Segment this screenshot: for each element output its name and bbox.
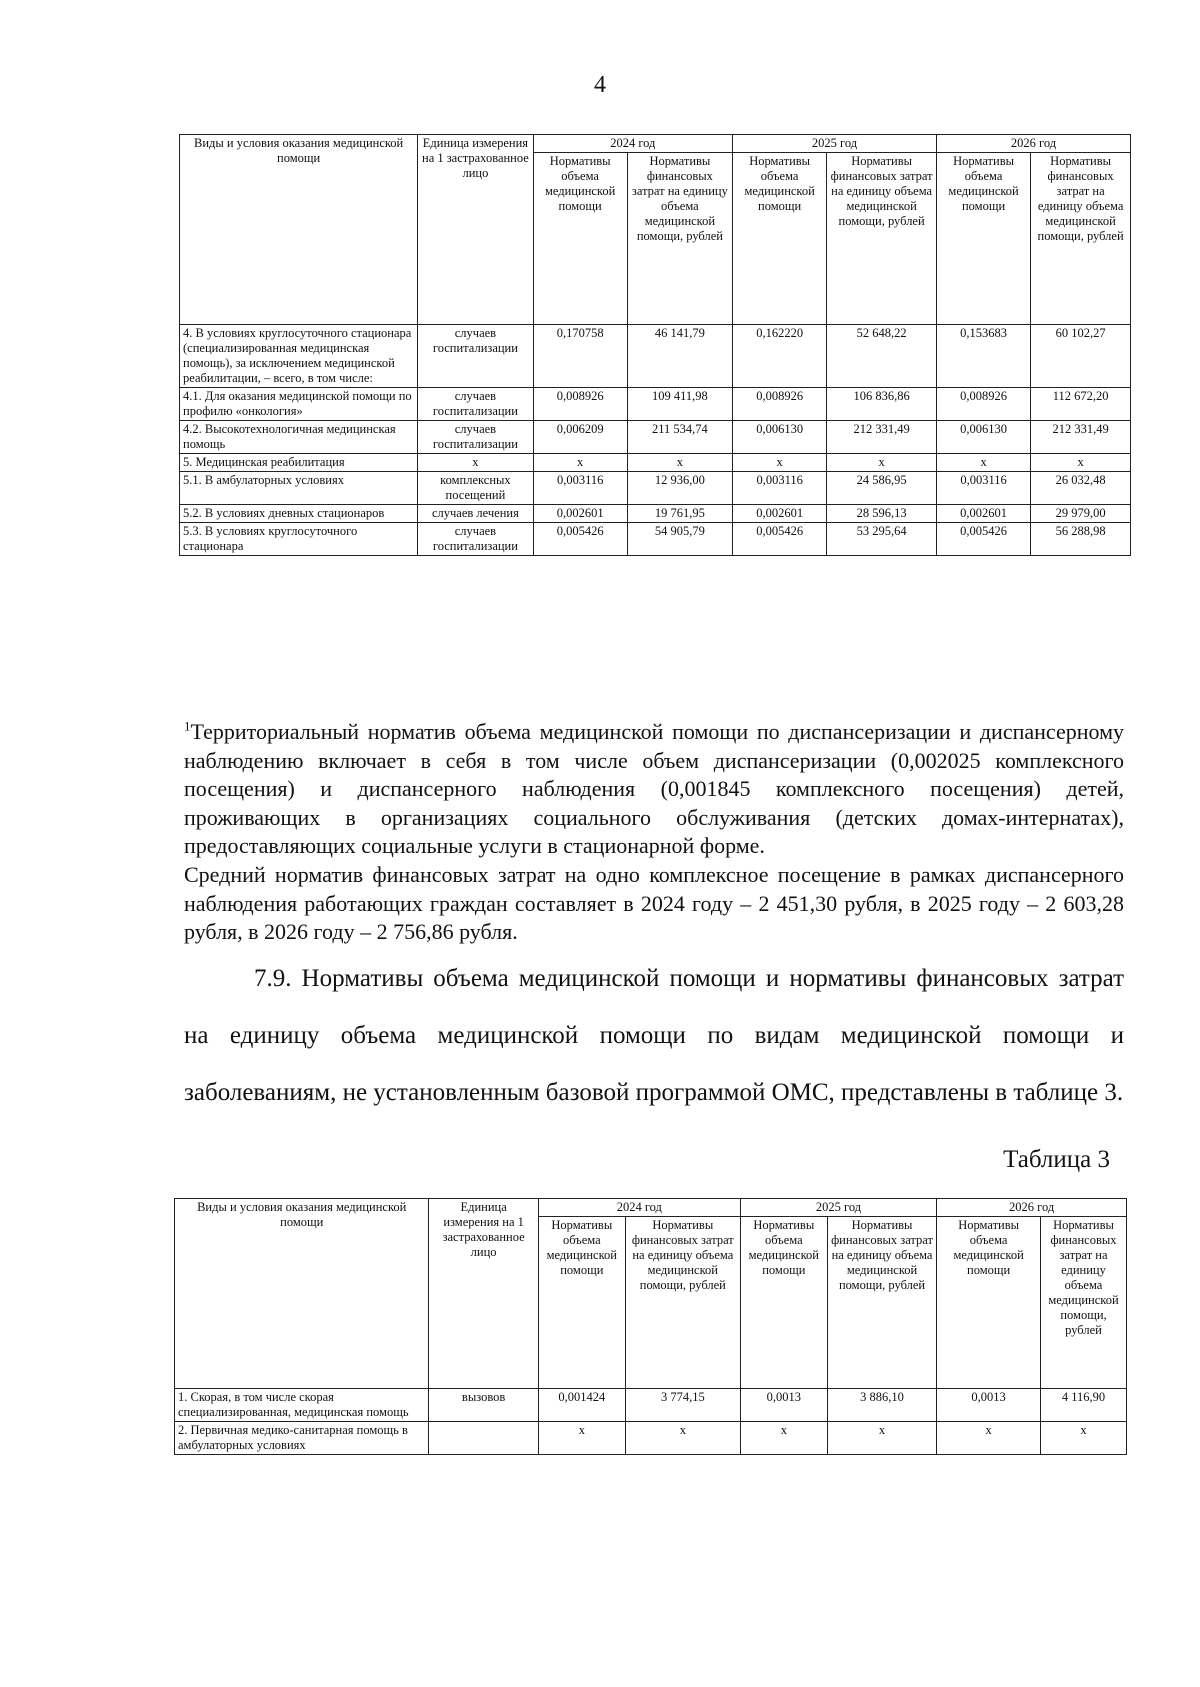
row-volume-2024: 0,005426	[533, 523, 627, 556]
row-volume-2025: 0,162220	[733, 325, 827, 388]
row-volume-2026: х	[936, 454, 1030, 472]
row-cost-2026: 60 102,27	[1031, 325, 1131, 388]
header-year-2026: 2026 год	[936, 135, 1130, 153]
row-cost-2025: 106 836,86	[827, 388, 937, 421]
table-row	[180, 325, 1131, 388]
row-cost-2026: х	[1041, 1422, 1127, 1455]
row-cost-2025: 212 331,49	[827, 421, 937, 454]
table-row	[175, 1389, 1127, 1422]
row-unit	[429, 1422, 538, 1455]
row-volume-2025: 0,006130	[733, 421, 827, 454]
row-kind: 4.2. Высокотехнологичная медицинская помощь	[180, 421, 418, 454]
row-cost-2026: 4 116,90	[1041, 1389, 1127, 1422]
footnote	[184, 718, 1124, 947]
row-unit: комплексных посещений	[418, 472, 533, 505]
row-unit: х	[418, 454, 533, 472]
footnote-paragraph-2: Средний норматив финансовых затрат на одно комплексное посещение в рамках диспансерного наблюдения работающих граждан составляет в 2024 году – 2 451,30 рубля, в 2025 году – 2 603,28 рубля, в 2026 году – 2 756,86 рубля.	[184, 861, 1124, 945]
row-unit: вызовов	[429, 1389, 538, 1422]
row-volume-2024: 0,006209	[533, 421, 627, 454]
row-volume-2024: х	[538, 1422, 625, 1455]
header-volume-2026: Нормативы объема медицинской помощи	[937, 1217, 1041, 1389]
row-volume-2024: 0,002601	[533, 505, 627, 523]
row-kind: 2. Первичная медико-санитарная помощь в амбулаторных условиях	[175, 1422, 429, 1455]
header-kind: Виды и условия оказания медицинской помощи	[175, 1199, 429, 1389]
row-unit: случаев госпитализации	[418, 388, 533, 421]
table-3	[174, 1198, 1127, 1455]
row-kind: 5. Медицинская реабилитация	[180, 454, 418, 472]
table-row	[180, 472, 1131, 505]
row-unit: случаев лечения	[418, 505, 533, 523]
row-volume-2024: 0,003116	[533, 472, 627, 505]
header-volume-2026: Нормативы объема медицинской помощи	[936, 153, 1030, 325]
table-row	[180, 388, 1131, 421]
footnote-text-1: Территориальный норматив объема медицинской помощи по диспансеризации и диспансерному наблюдению включает в себя в том числе объем диспансеризации (0,002025 комплексного посещения) и диспансерного наблюдения (0,001845 комплексного посещения) детей, проживающих в организациях социального обслуживания (детских домах-интернатах), предоставляющих социальные услуги в стационарной форме.	[184, 719, 1124, 859]
section-7-9-paragraph: 7.9. Нормативы объема медицинской помощи и нормативы финансовых затрат на единицу объема медицинской помощи по видам медицинской помощи и заболеваниям, не установленным базовой программой ОМС, представлены в таблице 3.	[184, 965, 1124, 1106]
row-cost-2025: 52 648,22	[827, 325, 937, 388]
header-kind: Виды и условия оказания медицинской помощи	[180, 135, 418, 325]
header-year-2025: 2025 год	[733, 135, 937, 153]
row-unit: случаев госпитализации	[418, 325, 533, 388]
page-number: 4	[594, 72, 606, 98]
table-caption: Таблица 3	[1003, 1146, 1110, 1173]
footnote-paragraph-1	[184, 718, 1124, 861]
header-year-2025: 2025 год	[740, 1199, 936, 1217]
row-cost-2026: х	[1031, 454, 1131, 472]
row-volume-2025: х	[740, 1422, 827, 1455]
header-cost-2024: Нормативы финансовых затрат на единицу объема медицинской помощи, рублей	[627, 153, 732, 325]
table-row	[175, 1422, 1127, 1455]
row-cost-2026: 56 288,98	[1031, 523, 1131, 556]
row-volume-2025: 0,002601	[733, 505, 827, 523]
header-cost-2024: Нормативы финансовых затрат на единицу объема медицинской помощи, рублей	[625, 1217, 740, 1389]
row-cost-2024: 3 774,15	[625, 1389, 740, 1422]
row-kind: 5.3. В условиях круглосуточного стационара	[180, 523, 418, 556]
row-cost-2024: 109 411,98	[627, 388, 732, 421]
row-volume-2025: 0,003116	[733, 472, 827, 505]
row-cost-2024: 54 905,79	[627, 523, 732, 556]
row-cost-2025: х	[827, 1422, 936, 1455]
row-volume-2026: 0,006130	[936, 421, 1030, 454]
row-cost-2025: 24 586,95	[827, 472, 937, 505]
row-volume-2024: х	[533, 454, 627, 472]
header-year-2024: 2024 год	[533, 135, 733, 153]
row-cost-2024: х	[625, 1422, 740, 1455]
header-year-2026: 2026 год	[937, 1199, 1127, 1217]
row-volume-2026: 0,002601	[936, 505, 1030, 523]
row-kind: 4. В условиях круглосуточного стационара (специализированная медицинская помощь), за исключением медицинской реабилитации, – всего, в том числе:	[180, 325, 418, 388]
header-unit: Единица измерения на 1 застрахованное лицо	[418, 135, 533, 325]
row-volume-2026: 0,005426	[936, 523, 1030, 556]
row-volume-2026: х	[937, 1422, 1041, 1455]
header-cost-2025: Нормативы финансовых затрат на единицу объема медицинской помощи, рублей	[827, 153, 937, 325]
header-unit: Единица измерения на 1 застрахованное лицо	[429, 1199, 538, 1389]
row-cost-2025: 28 596,13	[827, 505, 937, 523]
row-volume-2025: х	[733, 454, 827, 472]
row-volume-2024: 0,008926	[533, 388, 627, 421]
row-kind: 5.1. В амбулаторных условиях	[180, 472, 418, 505]
header-year-2024: 2024 год	[538, 1199, 740, 1217]
header-volume-2024: Нормативы объема медицинской помощи	[538, 1217, 625, 1389]
row-cost-2025: х	[827, 454, 937, 472]
row-cost-2024: 211 534,74	[627, 421, 732, 454]
row-cost-2024: 46 141,79	[627, 325, 732, 388]
header-cost-2026: Нормативы финансовых затрат на единицу объема медицинской помощи, рублей	[1041, 1217, 1127, 1389]
row-volume-2025: 0,008926	[733, 388, 827, 421]
row-cost-2025: 53 295,64	[827, 523, 937, 556]
row-cost-2026: 29 979,00	[1031, 505, 1131, 523]
row-volume-2024: 0,170758	[533, 325, 627, 388]
row-cost-2026: 112 672,20	[1031, 388, 1131, 421]
row-volume-2025: 0,005426	[733, 523, 827, 556]
header-volume-2025: Нормативы объема медицинской помощи	[733, 153, 827, 325]
table-row	[180, 505, 1131, 523]
row-volume-2026: 0,003116	[936, 472, 1030, 505]
header-volume-2025: Нормативы объема медицинской помощи	[740, 1217, 827, 1389]
row-kind: 4.1. Для оказания медицинской помощи по профилю «онкология»	[180, 388, 418, 421]
row-cost-2026: 212 331,49	[1031, 421, 1131, 454]
row-unit: случаев госпитализации	[418, 523, 533, 556]
row-volume-2025: 0,0013	[740, 1389, 827, 1422]
row-unit: случаев госпитализации	[418, 421, 533, 454]
row-volume-2026: 0,008926	[936, 388, 1030, 421]
row-cost-2024: 19 761,95	[627, 505, 732, 523]
row-cost-2025: 3 886,10	[827, 1389, 936, 1422]
table-row	[180, 523, 1131, 556]
table-row	[180, 454, 1131, 472]
row-kind: 1. Скорая, в том числе скорая специализированная, медицинская помощь	[175, 1389, 429, 1422]
normatives-table-continued	[179, 134, 1131, 556]
row-cost-2026: 26 032,48	[1031, 472, 1131, 505]
row-volume-2024: 0,001424	[538, 1389, 625, 1422]
row-kind: 5.2. В условиях дневных стационаров	[180, 505, 418, 523]
table-row	[180, 421, 1131, 454]
footnote-marker: 1	[184, 718, 191, 734]
header-cost-2026: Нормативы финансовых затрат на единицу объема медицинской помощи, рублей	[1031, 153, 1131, 325]
row-volume-2026: 0,0013	[937, 1389, 1041, 1422]
row-cost-2024: 12 936,00	[627, 472, 732, 505]
header-cost-2025: Нормативы финансовых затрат на единицу объема медицинской помощи, рублей	[827, 1217, 936, 1389]
row-cost-2024: х	[627, 454, 732, 472]
header-volume-2024: Нормативы объема медицинской помощи	[533, 153, 627, 325]
row-volume-2026: 0,153683	[936, 325, 1030, 388]
